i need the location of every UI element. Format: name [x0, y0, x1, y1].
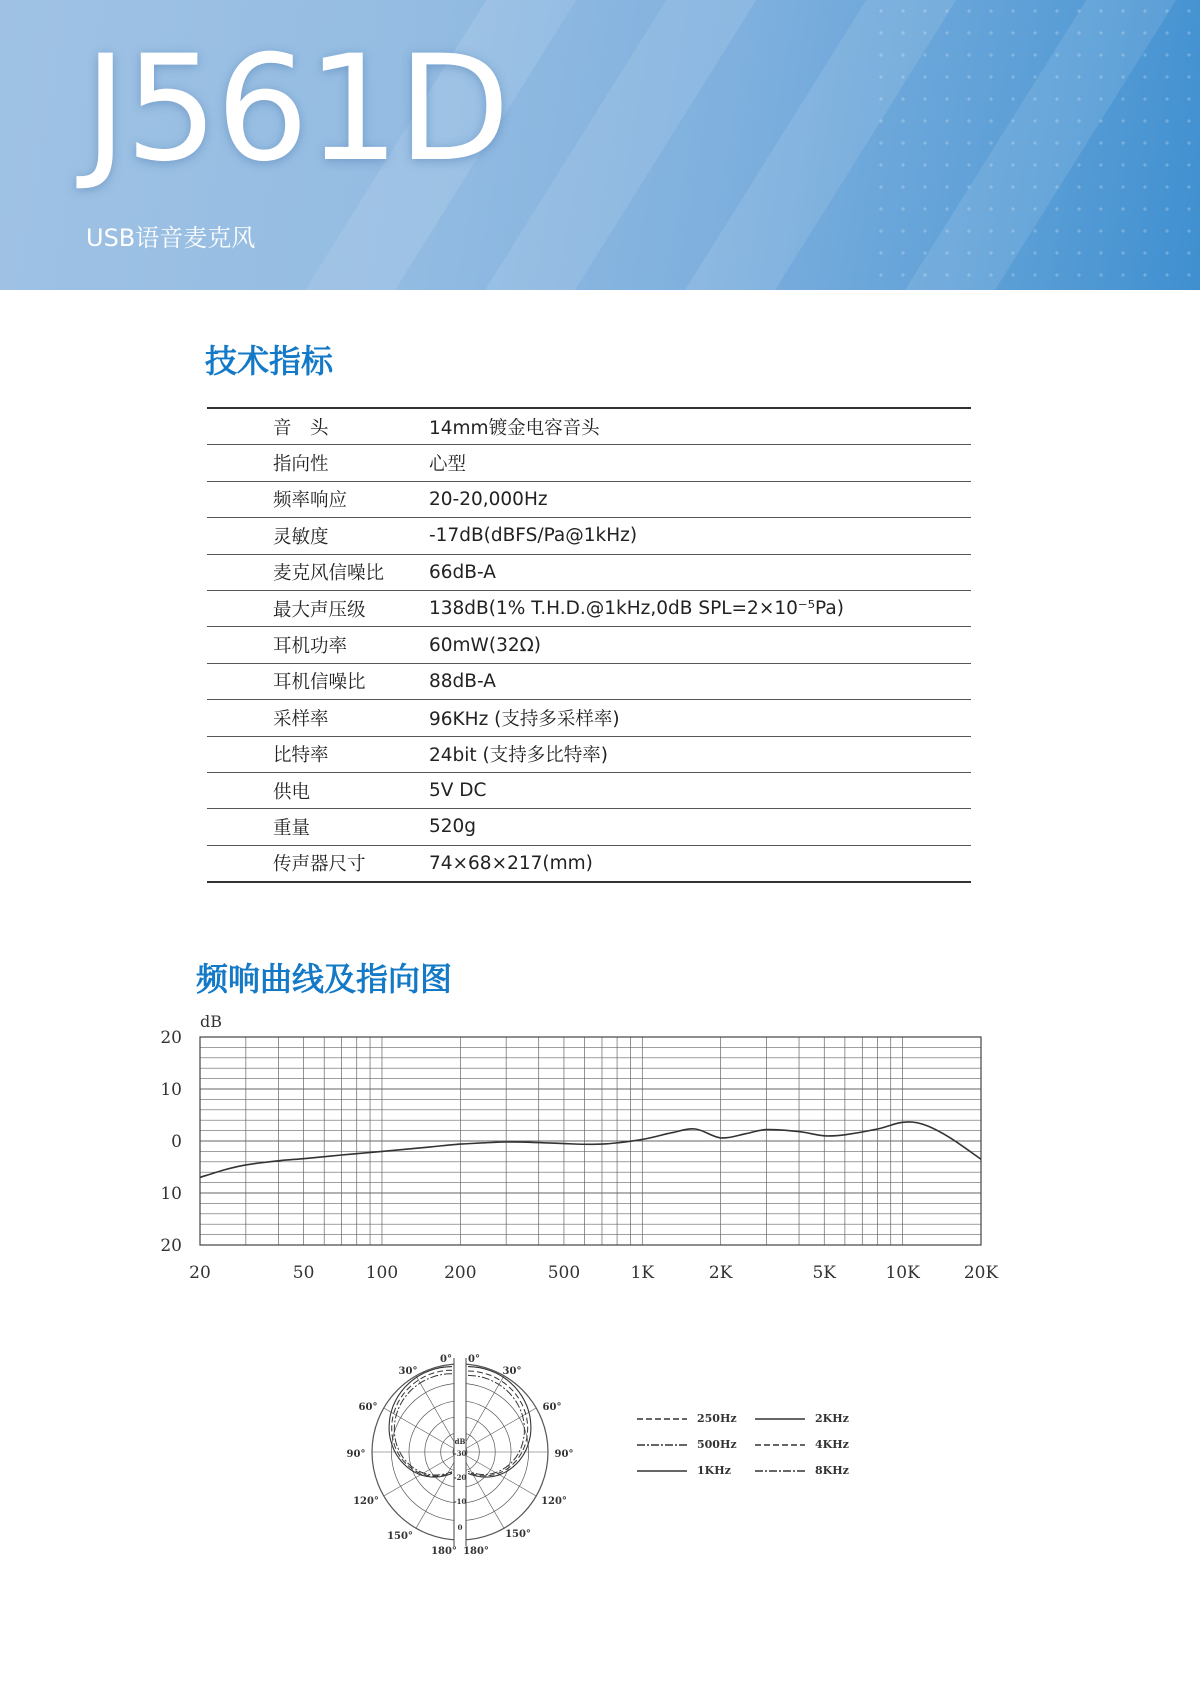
product-subtitle: USB语音麦克风	[86, 224, 256, 252]
spec-value: 14mm镀金电容音头	[429, 408, 971, 445]
x-tick-label: 1K	[630, 1263, 655, 1283]
spec-row	[207, 700, 971, 736]
spec-row	[207, 445, 971, 481]
spec-row	[207, 736, 971, 772]
polar-angle-label: 120°	[541, 1496, 567, 1507]
legend-item	[637, 1464, 731, 1477]
polar-angle-label: 90°	[346, 1449, 366, 1460]
spec-label: 最大声压级	[207, 590, 429, 626]
polar-angle-label: 180°	[463, 1546, 489, 1557]
polar-radial-label: -10	[453, 1497, 467, 1506]
polar-angle-label: 180°	[431, 1546, 457, 1557]
y-tick-label: 20	[160, 1028, 182, 1048]
spec-value: 88dB-A	[429, 663, 971, 699]
polar-pattern-svg	[320, 1340, 600, 1570]
spec-label: 指向性	[207, 445, 429, 481]
y-tick-label: 20	[160, 1236, 182, 1256]
spec-value: 520g	[429, 809, 971, 845]
x-tick-label: 10K	[885, 1263, 920, 1283]
spec-value: 96KHz (支持多采样率)	[429, 700, 971, 736]
legend-line-swatch	[755, 1467, 805, 1475]
legend-line-swatch	[637, 1415, 687, 1423]
polar-legend	[637, 1412, 877, 1492]
polar-radial-label: 0	[457, 1523, 463, 1532]
legend-line-swatch	[637, 1441, 687, 1449]
legend-item	[755, 1412, 849, 1425]
polar-angle-label: 90°	[554, 1449, 574, 1460]
spec-row	[207, 481, 971, 517]
polar-angle-label: 60°	[542, 1402, 562, 1413]
spec-row	[207, 772, 971, 808]
x-tick-label: 500	[547, 1263, 581, 1283]
spec-row	[207, 663, 971, 699]
spec-label: 传声器尺寸	[273, 854, 366, 876]
polar-angle-label: 0°	[468, 1354, 480, 1365]
header-banner	[0, 0, 1200, 290]
response-curve	[200, 1122, 981, 1177]
x-tick-label: 50	[292, 1263, 315, 1283]
spec-label: 耳机信噪比	[207, 663, 429, 699]
legend-label: 4KHz	[815, 1438, 849, 1451]
x-tick-label: 100	[365, 1263, 399, 1283]
legend-item	[637, 1412, 737, 1425]
polar-curve	[468, 1375, 524, 1474]
spec-table	[207, 407, 971, 883]
spec-row	[207, 518, 971, 554]
x-tick-label: 20K	[963, 1263, 999, 1283]
spec-row	[207, 408, 971, 445]
polar-radial-label: -30	[453, 1449, 467, 1458]
y-axis-label: dB	[200, 1012, 222, 1031]
legend-label: 500Hz	[697, 1438, 737, 1451]
spec-value: 20-20,000Hz	[429, 481, 971, 517]
legend-label: 8KHz	[815, 1464, 849, 1477]
legend-item	[755, 1438, 849, 1451]
spec-label: 重量	[207, 809, 429, 845]
spec-label: 采样率	[207, 700, 429, 736]
x-tick-label: 20	[189, 1263, 211, 1283]
spec-value: 60mW(32Ω)	[429, 627, 971, 663]
spec-value: 74×68×217(mm)	[429, 852, 593, 874]
spec-row	[207, 554, 971, 590]
polar-angle-label: 30°	[502, 1366, 522, 1377]
spec-row	[207, 627, 971, 663]
spec-label: 频率响应	[207, 481, 429, 517]
spec-label: 耳机功率	[207, 627, 429, 663]
polar-radial-label: -20	[453, 1473, 467, 1482]
spec-row	[207, 590, 971, 626]
x-tick-label: 2K	[708, 1263, 733, 1283]
specs-heading: 技术指标	[205, 342, 334, 380]
frequency-response-chart	[160, 1000, 1010, 1304]
polar-angle-label: 60°	[358, 1402, 378, 1413]
polar-pattern-chart	[320, 1340, 600, 1574]
polar-angle-label: 30°	[398, 1366, 418, 1377]
spec-value: 66dB-A	[429, 554, 971, 590]
response-heading: 频响曲线及指向图	[196, 960, 453, 998]
legend-item	[755, 1464, 849, 1477]
frequency-response-svg	[160, 1000, 1010, 1300]
spec-row	[207, 809, 971, 845]
spec-label: 比特率	[207, 736, 429, 772]
spec-row	[207, 845, 971, 882]
spec-value: -17dB(dBFS/Pa@1kHz)	[429, 518, 971, 554]
polar-angle-label: 150°	[387, 1531, 413, 1542]
y-tick-label: 10	[160, 1184, 182, 1204]
legend-label: 1KHz	[697, 1464, 731, 1477]
y-tick-label: 0	[171, 1132, 182, 1152]
y-tick-label: 10	[160, 1080, 182, 1100]
spec-value: 5V DC	[429, 772, 971, 808]
spec-label: 供电	[207, 772, 429, 808]
polar-angle-label: 150°	[505, 1529, 531, 1540]
legend-line-swatch	[637, 1467, 687, 1475]
polar-radial-label: dB	[454, 1437, 466, 1446]
spec-label: 灵敏度	[207, 518, 429, 554]
product-title: J561D	[84, 24, 509, 194]
polar-angle-label: 0°	[440, 1354, 452, 1365]
spec-value: 心型	[429, 445, 971, 481]
legend-line-swatch	[755, 1441, 805, 1449]
banner-dot-pattern	[870, 0, 1200, 290]
legend-line-swatch	[755, 1415, 805, 1423]
x-tick-label: 200	[444, 1263, 477, 1283]
polar-angle-label: 120°	[353, 1496, 379, 1507]
spec-label: 音 头	[207, 408, 429, 445]
spec-label: 麦克风信噪比	[207, 554, 429, 590]
legend-label: 2KHz	[815, 1412, 849, 1425]
legend-label: 250Hz	[697, 1412, 737, 1425]
x-tick-label: 5K	[812, 1263, 837, 1283]
spec-value: 138dB(1% T.H.D.@1kHz,0dB SPL=2×10⁻⁵Pa)	[429, 590, 971, 626]
legend-item	[637, 1438, 737, 1451]
spec-value: 24bit (支持多比特率)	[429, 736, 971, 772]
